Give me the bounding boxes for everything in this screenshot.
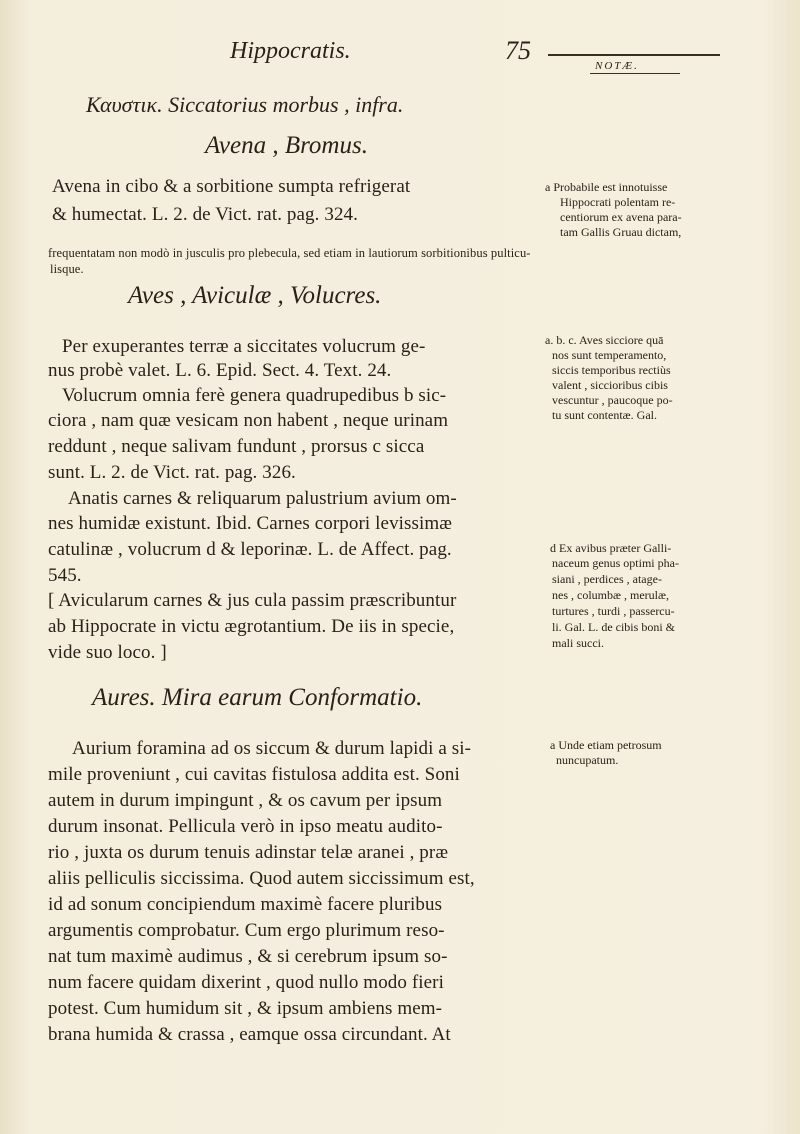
notes-rule bbox=[548, 54, 720, 56]
aures-line-5: rio , juxta os durum tenuis adinstar telæ aranei , præ bbox=[48, 842, 449, 863]
aures-line-12: brana humida & crassa , eamque ossa circundant. At bbox=[48, 1024, 451, 1045]
aves-line-5: reddunt , neque salivam fundunt , prorsus c sicca bbox=[48, 436, 425, 457]
note-avena-2: Hippocrati polentam re- bbox=[560, 195, 676, 209]
note-aves-d-1: d Ex avibus præter Galli- bbox=[550, 541, 672, 555]
notes-rule-bottom bbox=[590, 73, 680, 74]
avena-line-1: Avena in cibo & a sorbitione sumpta refrigerat bbox=[52, 176, 411, 197]
avena-note-continuation-1: frequentatam non modò in jusculis pro plebecula, sed etiam in lautiorum sorbitionibus pulticu- bbox=[48, 246, 531, 260]
aves-line-3: Volucrum omnia ferè genera quadrupedibus b sic- bbox=[62, 385, 447, 406]
note-aves-abc-5: vescuntur , paucoque po- bbox=[552, 393, 673, 407]
aves-line-2: nus probè valet. L. 6. Epid. Sect. 4. Text. 24. bbox=[48, 360, 392, 381]
note-avena-4: tam Gallis Gruau dictam, bbox=[560, 225, 682, 239]
aves-line-11: [ Avicularum carnes & jus cula passim præscribuntur bbox=[48, 590, 457, 611]
note-aves-d-4: nes , columbæ , merulæ, bbox=[552, 588, 669, 602]
note-aves-abc-6: tu sunt contentæ. Gal. bbox=[552, 408, 657, 422]
aves-line-12: ab Hippocrate in victu ægrotantium. De iis in specie, bbox=[48, 616, 455, 637]
note-aves-abc-3: siccis temporibus rectiùs bbox=[552, 363, 671, 377]
page-number: 75 bbox=[505, 36, 531, 65]
aves-line-7: Anatis carnes & reliquarum palustrium avium om- bbox=[68, 488, 457, 509]
aures-line-3: autem in durum impingunt , & os cavum per ipsum bbox=[48, 790, 443, 811]
aves-line-13: vide suo loco. ] bbox=[48, 642, 167, 663]
note-aures-2: nuncupatum. bbox=[556, 753, 619, 767]
note-aures-1: a Unde etiam petrosum bbox=[550, 738, 662, 752]
aves-line-1: Per exuperantes terræ a siccitates volucrum ge- bbox=[62, 336, 426, 357]
note-aves-abc-4: valent , siccioribus cibis bbox=[552, 378, 668, 392]
note-avena-1: a Probabile est innotuisse bbox=[545, 180, 668, 194]
section-head-aures: Aures. Mira earum Conformatio. bbox=[92, 684, 423, 711]
aures-line-7: id ad sonum concipiendum maximè facere pluribus bbox=[48, 894, 443, 915]
running-head: Hippocratis. bbox=[230, 38, 351, 64]
note-aves-d-3: siani , perdices , atage- bbox=[552, 572, 662, 586]
aures-line-8: argumentis comprobatur. Cum ergo plurimum reso- bbox=[48, 920, 445, 941]
note-avena-3: centiorum ex avena para- bbox=[560, 210, 682, 224]
note-aves-d-2: naceum genus optimi pha- bbox=[552, 556, 679, 570]
aures-line-10: num facere quidam dixerint , quod nullo modo fieri bbox=[48, 972, 444, 993]
aures-line-2: mile proveniunt , cui cavitas fistulosa addita est. Soni bbox=[48, 764, 460, 785]
aures-line-9: nat tum maximè audimus , & si cerebrum ipsum so- bbox=[48, 946, 448, 967]
aures-line-6: aliis pelliculis siccissima. Quod autem siccissimum est, bbox=[48, 868, 475, 889]
note-aves-abc-1: a. b. c. Aves sicciore quā bbox=[545, 333, 664, 347]
avena-note-continuation-2: lisque. bbox=[50, 262, 84, 276]
note-aves-abc-2: nos sunt temperamento, bbox=[552, 348, 667, 362]
note-aves-d-5: turtures , turdi , passercu- bbox=[552, 604, 675, 618]
entry-head-kaustikos: Καυστικ. Siccatorius morbus , infra. bbox=[86, 92, 404, 117]
section-head-avena: Avena , Bromus. bbox=[205, 132, 368, 159]
avena-line-2: & humectat. L. 2. de Vict. rat. pag. 324. bbox=[52, 204, 359, 225]
aures-line-1: Aurium foramina ad os siccum & durum lapidi a si- bbox=[72, 738, 472, 759]
aves-line-10: 545. bbox=[48, 565, 82, 586]
note-aves-d-7: mali succi. bbox=[552, 636, 604, 650]
section-head-aves: Aves , Aviculæ , Volucres. bbox=[128, 282, 382, 309]
aves-line-8: nes humidæ existunt. Ibid. Carnes corpori levissimæ bbox=[48, 513, 453, 534]
notes-label: NOTÆ. bbox=[595, 60, 639, 72]
note-aves-d-6: li. Gal. L. de cibis boni & bbox=[552, 620, 675, 634]
aves-line-4: ciora , nam quæ vesicam non habent , neque urinam bbox=[48, 410, 449, 431]
aures-line-4: durum insonat. Pellicula verò in ipso meatu audito- bbox=[48, 816, 443, 837]
aves-line-9: catulinæ , volucrum d & leporinæ. L. de Affect. pag. bbox=[48, 539, 452, 560]
aures-line-11: potest. Cum humidum sit , & ipsum ambiens mem- bbox=[48, 998, 443, 1019]
aves-line-6: sunt. L. 2. de Vict. rat. pag. 326. bbox=[48, 462, 296, 483]
